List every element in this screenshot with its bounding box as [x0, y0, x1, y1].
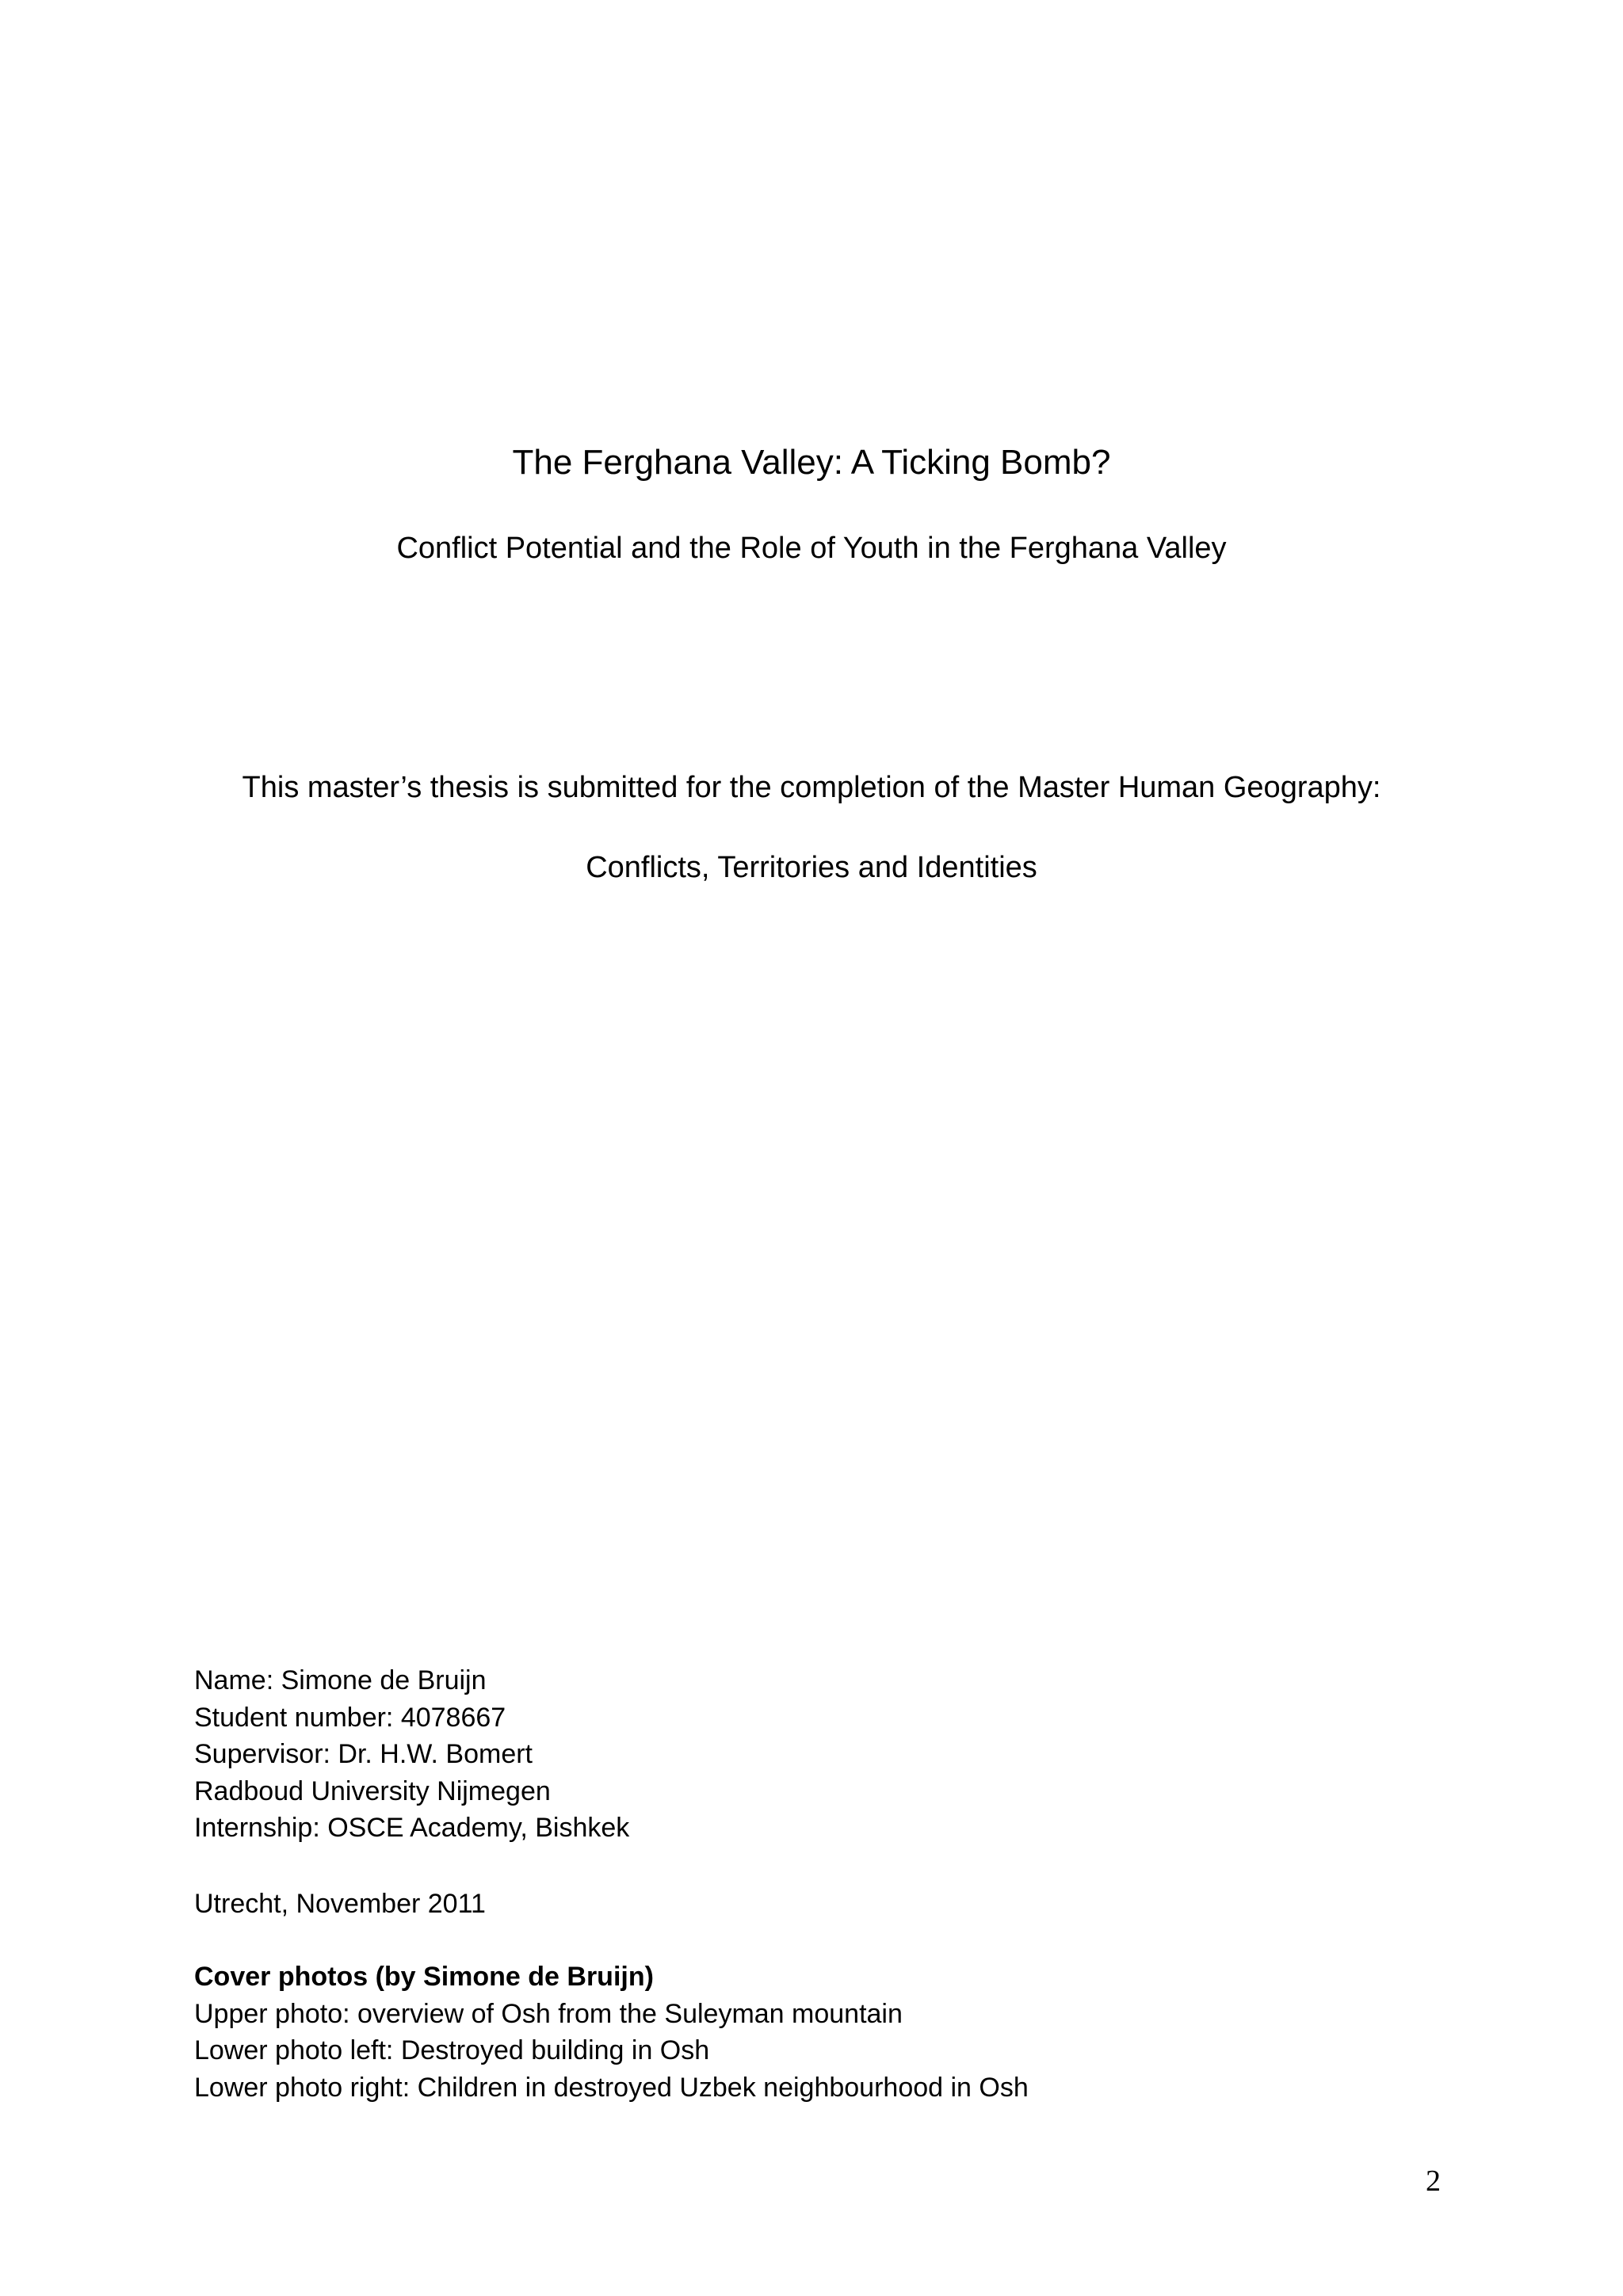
upper-photo-caption: Upper photo: overview of Osh from the Suleyman mountain — [194, 1998, 903, 2029]
programme-name: Conflicts, Territories and Identities — [586, 851, 1037, 884]
supervisor: Supervisor: Dr. H.W. Bomert — [194, 1739, 533, 1770]
lower-left-photo-caption: Lower photo left: Destroyed building in Osh — [194, 2035, 710, 2066]
lower-right-photo-caption: Lower photo right: Children in destroyed Uzbek neighbourhood in Osh — [194, 2072, 1029, 2103]
submission-statement: This master’s thesis is submitted for the completion of the Master Human Geography: — [242, 771, 1381, 804]
page-number: 2 — [1426, 2164, 1441, 2198]
author-details — [194, 1662, 1541, 1847]
cover-photo-credits — [194, 1958, 1541, 2106]
internship: Internship: OSCE Academy, Bishkek — [194, 1813, 630, 1844]
student-number: Student number: 4078667 — [194, 1702, 506, 1733]
cover-photos-heading: Cover photos (by Simone de Bruijn) — [194, 1962, 654, 1992]
author-name: Name: Simone de Bruijn — [194, 1665, 487, 1695]
university: Radboud University Nijmegen — [194, 1775, 551, 1806]
thesis-title: The Ferghana Valley: A Ticking Bomb? — [512, 443, 1111, 482]
place-date: Utrecht, November 2011 — [194, 1889, 486, 1919]
thesis-subtitle: Conflict Potential and the Role of Youth in the Ferghana Valley — [396, 532, 1227, 565]
